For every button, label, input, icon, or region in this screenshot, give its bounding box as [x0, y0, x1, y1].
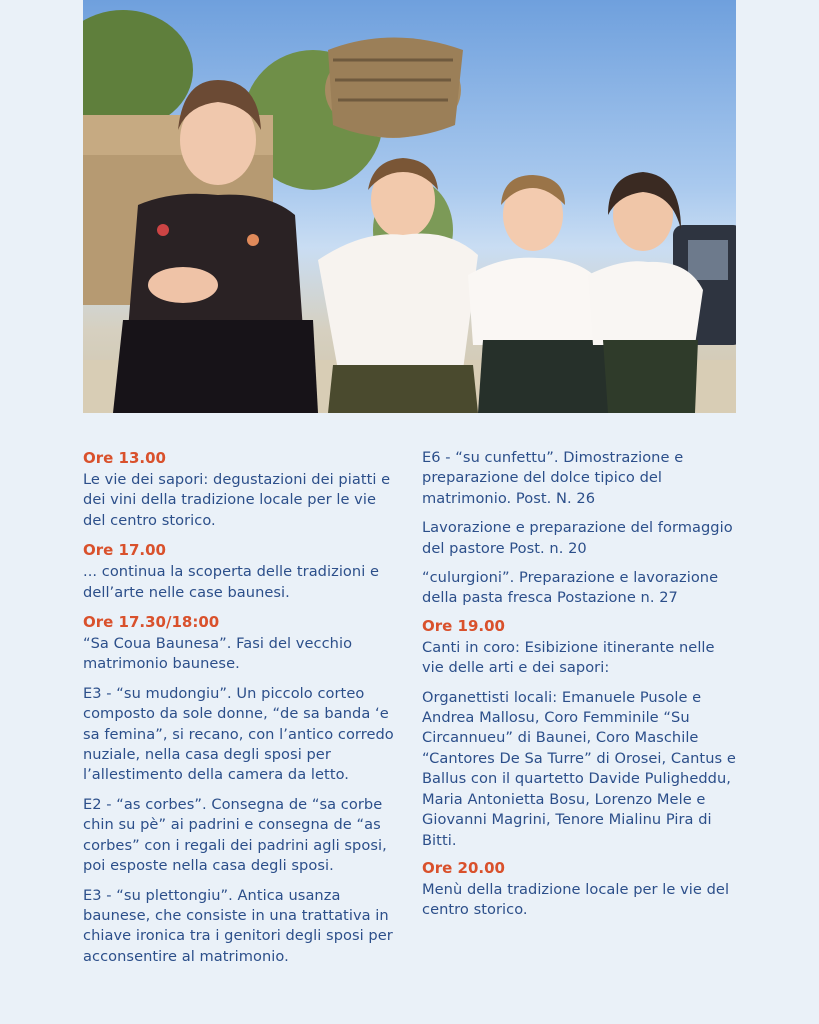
left-column [83, 448, 403, 976]
event-description: Canti in coro: Esibizione itinerante nelle vie delle arti e dei sapori: [422, 638, 715, 677]
time-heading: Ore 19.00 [422, 616, 505, 635]
event-description: E3 - “su mudongiu”. Un piccolo corteo composto da sole donne, “de sa banda ‘e sa femina”, si recano, con l’antico corredo nuziale, nella casa degli sposi per l’allestimento della camera da letto. [83, 684, 394, 784]
time-heading: Ore 17.30/18:00 [83, 613, 220, 632]
event-description: Lavorazione e preparazione del formaggio del pastore Post. n. 20 [422, 519, 733, 557]
event-description: “Sa Coua Baunesa”. Fasi del vecchio matrimonio baunese. [83, 635, 353, 673]
girls-photo-illustration [83, 0, 736, 413]
event-description: E2 - “as corbes”. Consegna de “sa corbe chin su pè” ai padrini e consegna de “as corbes” con i regali dei padrini agli sposi, poi esposte nella casa degli sposi. [83, 795, 387, 875]
time-heading: Ore 17.00 [83, 541, 166, 560]
event-description: ... continua la scoperta delle tradizioni e dell’arte nelle case baunesi. [83, 563, 380, 601]
event-description: Menù della tradizione locale per le vie del centro storico. [422, 880, 730, 919]
event-description: “culurgioni”. Preparazione e lavorazione della pasta fresca Postazione n. 27 [422, 569, 719, 607]
event-description: E3 - “su plettongiu”. Antica usanza baunese, che consiste in una trattativa in chiave ironica tra i genitori degli sposi per acconsentire al matrimonio. [83, 886, 393, 965]
header-photo [83, 0, 736, 413]
right-column [422, 448, 740, 930]
event-description: Le vie dei sapori: degustazioni dei piatti e dei vini della tradizione locale per le vie del centro storico. [83, 471, 391, 529]
event-description: Organettisti locali: Emanuele Pusole e Andrea Mallosu, Coro Femminile “Su Circannueu” di Baunei, Coro Maschile “Cantores De Sa Turre” di Orosei, Cantus e Ballus con il quartetto Davide Puligheddu, Maria Antonietta Bosu, Lorenzo Mele e Giovanni Magrini, Tenore Mialinu Pira di Bitti. [422, 688, 736, 849]
event-description: E6 - “su cunfettu”. Dimostrazione e preparazione del dolce tipico del matrimonio. Post. N. 26 [422, 449, 684, 507]
time-heading: Ore 20.00 [422, 858, 505, 877]
time-heading: Ore 13.00 [83, 449, 166, 467]
